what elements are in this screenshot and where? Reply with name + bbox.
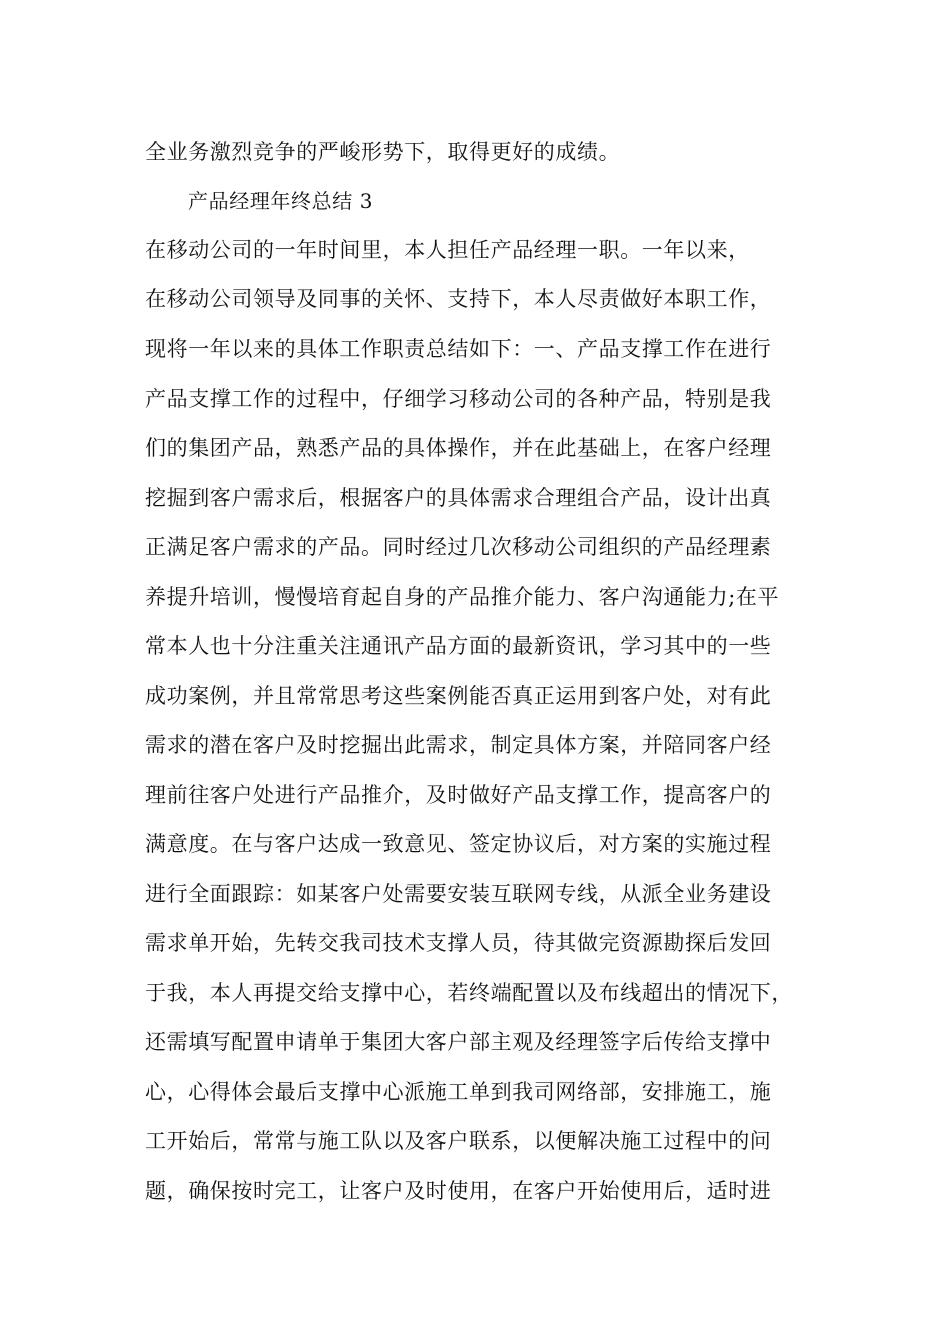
- body-line: 需求的潜在客户及时挖掘出此需求，制定具体方案，并陪同客户经: [145, 733, 772, 757]
- body-line: 于我，本人再提交给支撑中心，若终端配置以及布线超出的情况下，: [145, 981, 793, 1005]
- body-line: 在移动公司领导及同事的关怀、支持下，本人尽责做好本职工作，: [145, 287, 772, 311]
- body-line: 在移动公司的一年时间里，本人担任产品经理一职。一年以来，: [145, 238, 750, 262]
- intro-line: 全业务激烈竞争的严峻形势下，取得更好的成绩。: [145, 140, 621, 164]
- body-line: 成功案例，并且常常思考这些案例能否真正运用到客户处，对有此: [145, 684, 772, 708]
- body-line: 还需填写配置申请单于集团大客户部主观及经理签字后传给支撑中: [145, 1030, 772, 1054]
- body-line: 满意度。在与客户达成一致意见、签定协议后，对方案的实施过程: [145, 832, 772, 856]
- body-line: 正满足客户需求的产品。同时经过几次移动公司组织的产品经理素: [145, 535, 772, 559]
- body-line: 常本人也十分注重关注通讯产品方面的最新资讯，学习其中的一些: [145, 634, 772, 658]
- body-line: 心，心得体会最后支撑中心派施工单到我司网络部，安排施工，施: [145, 1080, 772, 1104]
- body-line: 养提升培训，慢慢培育起自身的产品推介能力、客户沟通能力;在平: [145, 585, 780, 609]
- body-line: 工开始后，常常与施工队以及客户联系，以便解决施工过程中的问: [145, 1129, 772, 1153]
- section-title: 产品经理年终总结 3: [188, 189, 374, 213]
- body-line: 进行全面跟踪：如某客户处需要安装互联网专线，从派全业务建设: [145, 882, 772, 906]
- body-line: 们的集团产品，熟悉产品的具体操作，并在此基础上，在客户经理: [145, 436, 772, 460]
- body-line: 题，确保按时完工，让客户及时使用，在客户开始使用后，适时进: [145, 1179, 772, 1203]
- body-line: 现将一年以来的具体工作职责总结如下：一、产品支撑工作在进行: [145, 337, 772, 361]
- body-line: 理前往客户处进行产品推介，及时做好产品支撑工作，提高客户的: [145, 783, 772, 807]
- body-line: 需求单开始，先转交我司技术支撑人员，待其做完资源勘探后发回: [145, 931, 772, 955]
- body-line: 产品支撑工作的过程中，仔细学习移动公司的各种产品，特别是我: [145, 387, 772, 411]
- body-line: 挖掘到客户需求后，根据客户的具体需求合理组合产品，设计出真: [145, 486, 772, 510]
